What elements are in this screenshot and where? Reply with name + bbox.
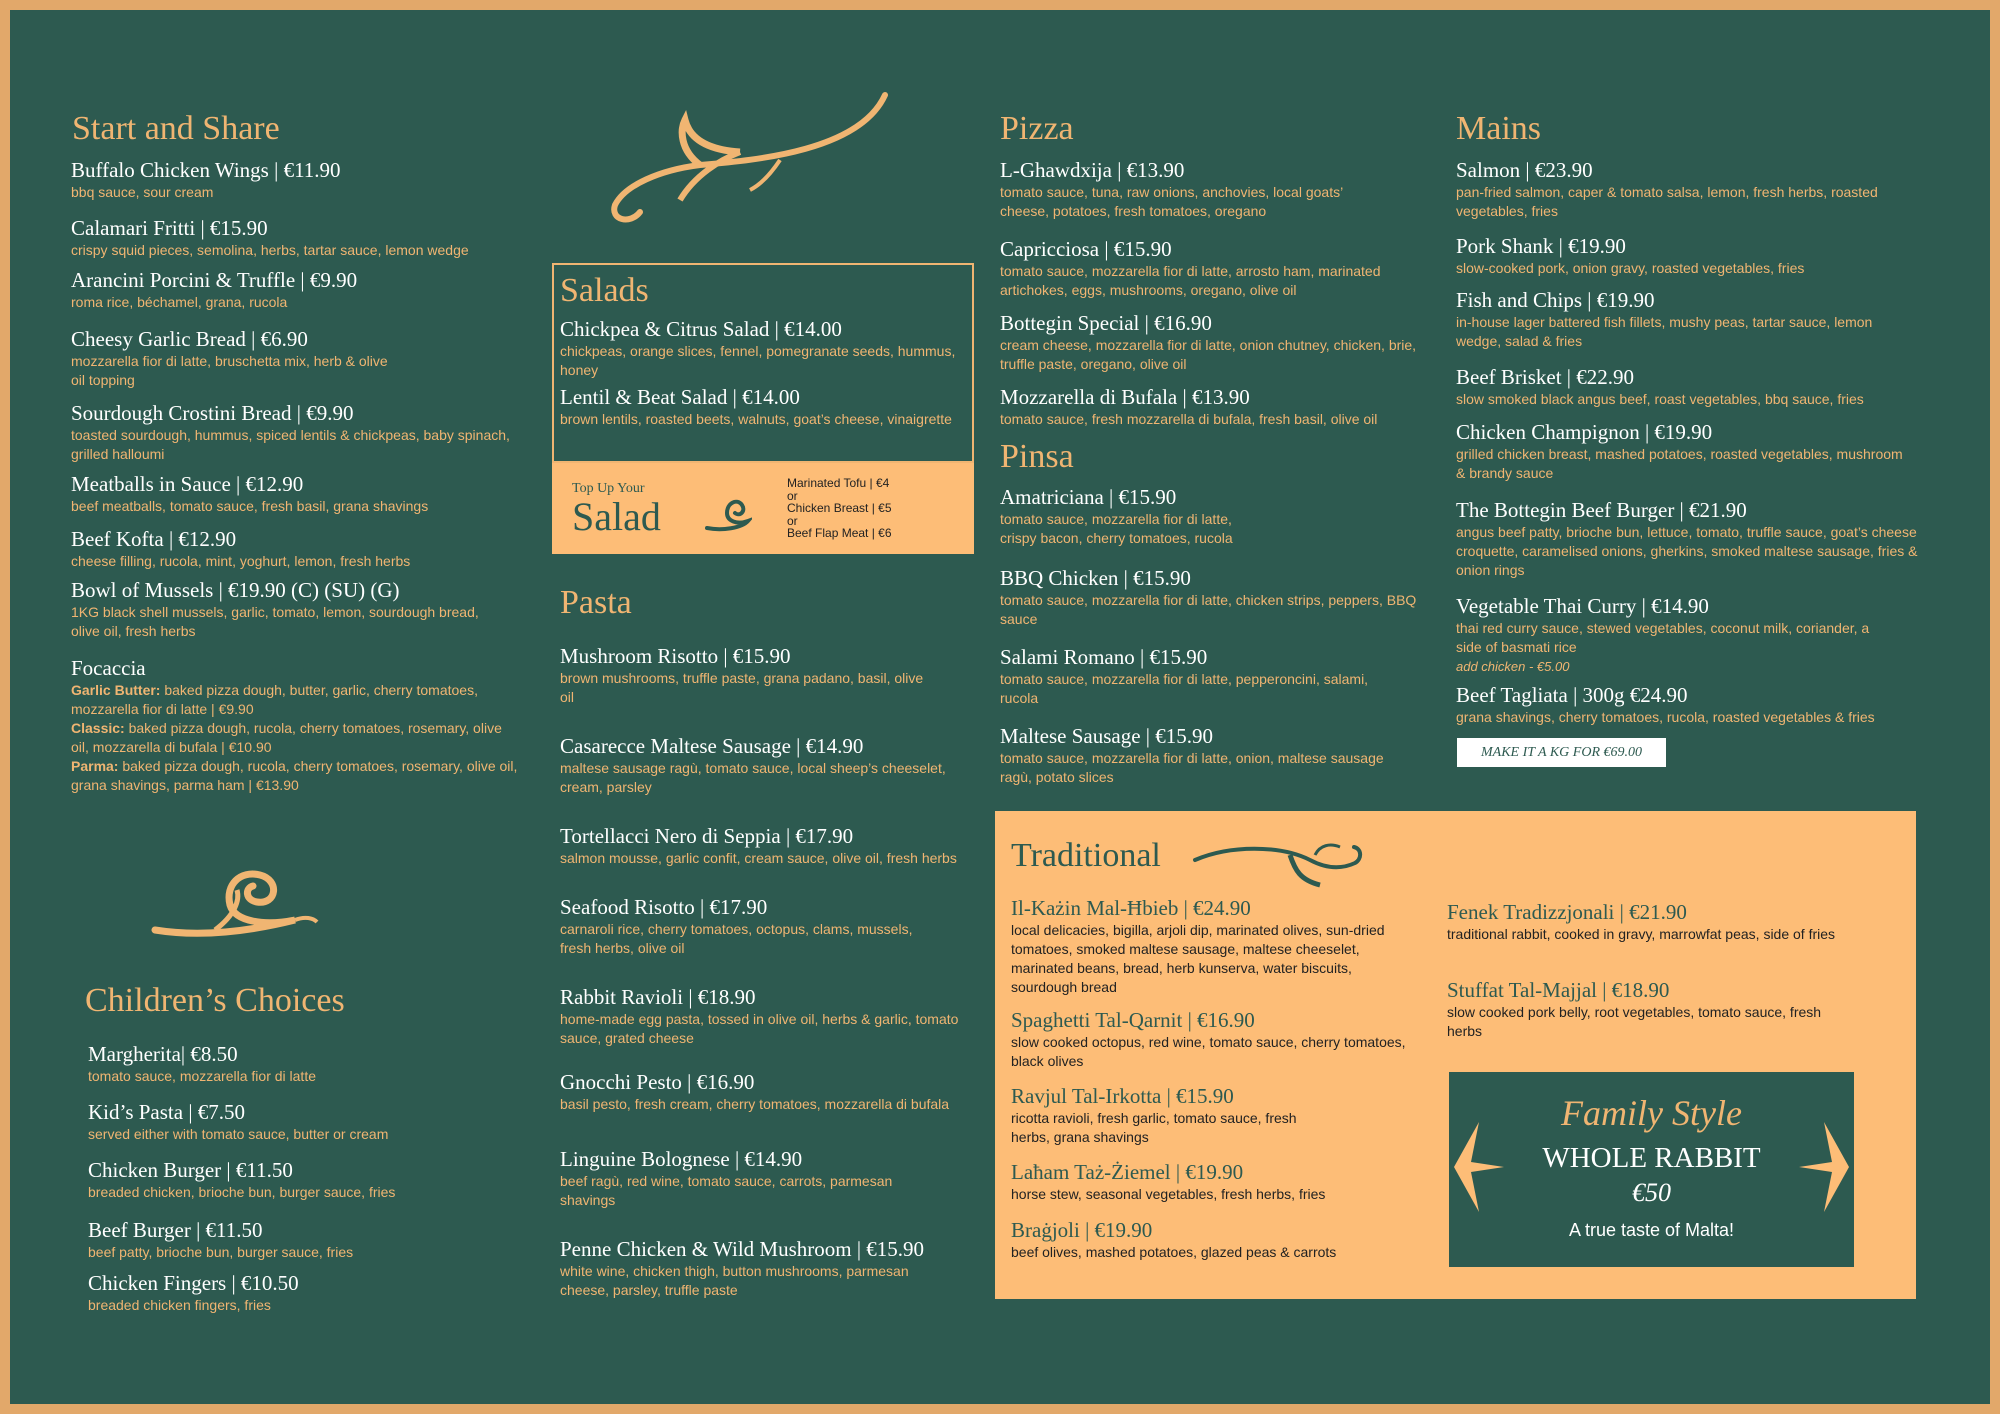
menu-item [560,734,960,797]
section-title-mains: Mains [1456,110,1541,147]
menu-item [1456,365,1956,409]
item-name: The Bottegin Beef Burger | €21.90 [1456,498,1747,522]
flourish-ornament-icon [600,90,900,230]
section-title-children: Children’s Choices [85,982,345,1019]
menu-item [560,824,960,868]
item-desc: tomato sauce, mozzarella fior di latte, chicken strips, peppers, BBQ sauce [1000,592,1417,627]
item-desc: tomato sauce, tuna, raw onions, anchovies, local goats’ cheese, potatoes, fresh tomatoes, oregano [1000,184,1343,219]
menu-page [10,10,1990,1404]
item-name: Amatriciana | €15.90 [1000,485,1177,509]
kg-upgrade-badge [1457,738,1666,767]
menu-item [560,1070,960,1114]
item-name: Sourdough Crostini Bread | €9.90 [71,401,354,425]
item-name: Chicken Fingers | €10.50 [88,1271,299,1295]
item-desc: grilled chicken breast, mashed potatoes, roasted vegetables, mushroom & brandy sauce [1456,446,1903,481]
menu-item [1456,420,1906,483]
item-name: L-Ghawdxija | €13.90 [1000,158,1185,182]
item-name: Beef Kofta | €12.90 [71,527,237,551]
menu-item [1011,896,1411,997]
item-name: Margherita| €8.50 [88,1042,238,1066]
menu-item [1000,566,1450,629]
item-name: Linguine Bolognese | €14.90 [560,1147,803,1171]
menu-item [1000,311,1420,374]
section-title-pasta: Pasta [560,584,632,621]
topup-option: Marinated Tofu | €4 [787,476,890,490]
item-desc: tomato sauce, mozzarella fior di latte, onion, maltese sausage ragù, potato slices [1000,750,1384,785]
family-style-price: €50 [1632,1178,1671,1207]
item-name: Lentil & Beat Salad | €14.00 [560,385,800,409]
menu-item [560,644,940,707]
item-desc: tomato sauce, fresh mozzarella di bufala, fresh basil, olive oil [1000,411,1378,427]
item-desc: chickpeas, orange slices, fennel, pomegranate seeds, hummus, honey [560,343,956,378]
menu-item [71,216,531,260]
item-name: Beef Tagliata | 300g €24.90 [1456,683,1688,707]
section-title-salads: Salads [560,272,649,309]
item-desc: crispy squid pieces, semolina, herbs, tartar sauce, lemon wedge [71,242,469,258]
menu-item [1456,683,1956,727]
item-name: Chicken Champignon | €19.90 [1456,420,1713,444]
item-name: Pork Shank | €19.90 [1456,234,1626,258]
item-name: Beef Burger | €11.50 [88,1218,263,1242]
menu-item [1447,978,1847,1041]
menu-item [1000,385,1450,429]
menu-item [71,578,491,641]
focaccia-item [71,656,521,795]
item-desc: beef patty, brioche bun, burger sauce, fries [88,1244,354,1260]
item-name: Laħam Taż-Żiemel | €19.90 [1011,1160,1244,1184]
menu-item [71,401,511,464]
focaccia-variant [71,719,521,757]
item-name: Spaghetti Tal-Qarnit | €16.90 [1011,1008,1255,1032]
item-desc: breaded chicken, brioche bun, burger sauce, fries [88,1184,396,1200]
item-name: Meatballs in Sauce | €12.90 [71,472,304,496]
menu-item [1456,158,1896,221]
swirl-icon [702,483,752,533]
item-desc: beef ragù, red wine, tomato sauce, carrots, parmesan shavings [560,1173,893,1208]
variant-label: Parma: [71,758,119,774]
item-desc: beef olives, mashed potatoes, glazed peas & carrots [1011,1244,1337,1260]
item-desc: horse stew, seasonal vegetables, fresh herbs, fries [1011,1186,1326,1202]
menu-item [88,1042,508,1086]
item-desc: carnaroli rice, cherry tomatoes, octopus, clams, mussels, fresh herbs, olive oil [560,921,913,956]
item-desc: salmon mousse, garlic confit, cream sauce, olive oil, fresh herbs [560,850,957,866]
item-desc: mozzarella fior di latte, bruschetta mix, herb & olive oil topping [71,353,388,388]
item-name: Rabbit Ravioli | €18.90 [560,985,756,1009]
item-desc: white wine, chicken thigh, button mushrooms, parmesan cheese, parsley, truffle paste [560,1263,909,1298]
item-desc: brown mushrooms, truffle paste, grana padano, basil, olive oil [560,670,924,705]
item-name: Salami Romano | €15.90 [1000,645,1208,669]
salad-topup-panel [552,463,974,554]
family-style-box [1449,1072,1854,1267]
item-name: Mushroom Risotto | €15.90 [560,644,791,668]
variant-label: Garlic Butter: [71,682,161,698]
focaccia-variant [71,681,521,719]
item-desc: tomato sauce, mozzarella fior di latte, arrosto ham, marinated artichokes, eggs, mushrooms, oregano, olive oil [1000,263,1381,298]
item-desc: served either with tomato sauce, butter or cream [88,1126,389,1142]
item-name: BBQ Chicken | €15.90 [1000,566,1191,590]
item-name: Salmon | €23.90 [1456,158,1593,182]
topup-big-label: Salad [572,494,661,539]
item-desc: pan-fried salmon, caper & tomato salsa, lemon, fresh herbs, roasted vegetables, fries [1456,184,1878,219]
menu-item [560,1147,940,1210]
topup-option: Beef Flap Meat | €6 [787,526,892,540]
flourish-icon [1190,835,1370,895]
menu-item [88,1100,508,1144]
item-name: Beef Brisket | €22.90 [1456,365,1635,389]
item-name: Maltese Sausage | €15.90 [1000,724,1213,748]
item-name: Braġjoli | €19.90 [1011,1218,1153,1242]
item-name: Penne Chicken & Wild Mushroom | €15.90 [560,1237,925,1261]
item-name: Fish and Chips | €19.90 [1456,288,1655,312]
item-name: Calamari Fritti | €15.90 [71,216,268,240]
topup-small-label: Top Up Your [572,481,645,496]
item-desc: 1KG black shell mussels, garlic, tomato, lemon, sourdough bread, olive oil, fresh herbs [71,604,479,639]
topup-options [787,477,892,540]
menu-item [1456,234,1936,278]
menu-item [1456,594,1876,676]
variant-desc: baked pizza dough, butter, garlic, cherry tomatoes, mozzarella fior di latte | €9.90 [71,682,478,717]
menu-item [1000,724,1400,787]
item-name: Il-Każin Mal-Ħbieb | €24.90 [1011,896,1251,920]
menu-item [71,327,391,390]
item-desc: traditional rabbit, cooked in gravy, marrowfat peas, side of fries [1447,926,1836,942]
item-desc: local delicacies, bigilla, arjoli dip, marinated olives, sun-dried tomatoes, smoked maltese sausage, maltese cheeselet, marinated beans, bread, herb kunserva, water biscuits, sourdough bread [1011,922,1385,995]
item-desc: basil pesto, fresh cream, cherry tomatoes, mozzarella di bufala [560,1096,950,1112]
item-desc: toasted sourdough, hummus, spiced lentils & chickpeas, baby spinach, grilled halloumi [71,427,510,462]
item-desc: slow smoked black angus beef, roast vegetables, bbq sauce, fries [1456,391,1864,407]
section-title-traditional: Traditional [1011,837,1161,874]
menu-item [1000,158,1380,221]
topup-or: or [787,513,798,528]
menu-item [1447,900,1847,944]
menu-item [88,1271,508,1315]
menu-item [88,1158,508,1202]
item-desc: slow-cooked pork, onion gravy, roasted vegetables, fries [1456,260,1805,276]
item-desc: thai red curry sauce, stewed vegetables, coconut milk, coriander, a side of basmati rice [1456,620,1870,655]
item-desc: bbq sauce, sour cream [71,184,214,200]
menu-item [1011,1160,1411,1204]
item-desc: ricotta ravioli, fresh garlic, tomato sauce, fresh herbs, grana shavings [1011,1110,1297,1145]
item-desc: tomato sauce, mozzarella fior di latte, crispy bacon, cherry tomatoes, rucola [1000,511,1233,546]
item-desc: angus beef patty, brioche bun, lettuce, tomato, truffle sauce, goat’s cheese croquette, caramelised onions, gherkins, smoked maltese sausage, fries & onion rings [1456,524,1918,578]
item-desc: cream cheese, mozzarella fior di latte, onion chutney, chicken, brie, truffle paste, oregano, olive oil [1000,337,1417,372]
menu-item [560,1237,960,1300]
section-title-pizza: Pizza [1000,110,1074,147]
item-desc: maltese sausage ragù, tomato sauce, local sheep’s cheeselet, cream, parsley [560,760,946,795]
menu-item [1011,1084,1311,1147]
item-desc: home-made egg pasta, tossed in olive oil, herbs & garlic, tomato sauce, grated cheese [560,1011,959,1046]
family-style-tagline: A true taste of Malta! [1568,1220,1735,1240]
item-name: Arancini Porcini & Truffle | €9.90 [71,268,358,292]
item-name: Stuffat Tal-Majjal | €18.90 [1447,978,1670,1002]
menu-item [1000,485,1270,548]
item-desc: cheese filling, rucola, mint, yoghurt, lemon, fresh herbs [71,553,411,569]
item-name: Kid’s Pasta | €7.50 [88,1100,246,1124]
variant-desc: baked pizza dough, rucola, cherry tomatoes, rosemary, olive oil, mozzarella di bufala | €10.90 [71,720,502,755]
family-style-subtitle: WHOLE RABBIT [1542,1142,1761,1174]
item-desc: breaded chicken fingers, fries [88,1297,271,1313]
menu-item [71,472,531,516]
item-name: Gnocchi Pesto | €16.90 [560,1070,755,1094]
menu-item [560,317,960,380]
menu-item [1011,1008,1411,1071]
menu-item [1456,498,1926,580]
section-title-start-share: Start and Share [72,110,280,147]
item-desc: in-house lager battered fish fillets, mushy peas, tartar sauce, lemon wedge, salad & fries [1456,314,1873,349]
menu-item [1456,288,1896,351]
item-name: Vegetable Thai Curry | €14.90 [1456,594,1709,618]
item-name: Cheesy Garlic Bread | €6.90 [71,327,308,351]
menu-item [88,1218,508,1262]
menu-item [1000,645,1400,708]
item-desc: tomato sauce, mozzarella fior di latte, pepperoncini, salami, rucola [1000,671,1369,706]
family-style-title: Family Style [1561,1093,1742,1133]
menu-item [71,158,531,202]
focaccia-variant [71,757,521,795]
item-name: Bottegin Special | €16.90 [1000,311,1212,335]
item-desc: beef meatballs, tomato sauce, fresh basil, grana shavings [71,498,429,514]
menu-item [1011,1218,1411,1262]
item-desc: slow cooked pork belly, root vegetables, tomato sauce, fresh herbs [1447,1004,1822,1039]
item-name: Focaccia [71,656,146,680]
item-name: Tortellacci Nero di Seppia | €17.90 [560,824,854,848]
variant-label: Classic: [71,720,125,736]
item-desc: slow cooked octopus, red wine, tomato sauce, cherry tomatoes, black olives [1011,1034,1406,1069]
item-name: Fenek Tradizzjonali | €21.90 [1447,900,1687,924]
item-desc: brown lentils, roasted beets, walnuts, goat’s cheese, vinaigrette [560,411,952,427]
topup-option: Chicken Breast | €5 [787,501,892,515]
item-name: Chickpea & Citrus Salad | €14.00 [560,317,842,341]
swirl-ornament-icon [145,830,325,950]
menu-item [71,527,531,571]
item-desc: roma rice, béchamel, grana, rucola [71,294,288,310]
section-title-pinsa: Pinsa [1000,438,1074,475]
kg-upgrade-text: MAKE IT A KG FOR €69.00 [1480,745,1642,760]
item-name: Chicken Burger | €11.50 [88,1158,293,1182]
item-name: Buffalo Chicken Wings | €11.90 [71,158,341,182]
menu-item [560,385,960,429]
item-desc: grana shavings, cherry tomatoes, rucola, roasted vegetables & fries [1456,709,1875,725]
menu-item [71,268,531,312]
menu-item [1000,237,1440,300]
topup-or: or [787,488,798,503]
item-name: Casarecce Maltese Sausage | €14.90 [560,734,864,758]
variant-desc: baked pizza dough, rucola, cherry tomatoes, rosemary, olive oil, grana shavings, parma ham | €13.90 [71,758,518,793]
item-name: Mozzarella di Bufala | €13.90 [1000,385,1250,409]
item-name: Capricciosa | €15.90 [1000,237,1172,261]
menu-item [560,985,960,1048]
item-name: Bowl of Mussels | €19.90 (C) (SU) (G) [71,578,400,602]
menu-item [560,895,940,958]
item-extra: add chicken - €5.00 [1456,659,1570,674]
item-name: Seafood Risotto | €17.90 [560,895,768,919]
item-name: Ravjul Tal-Irkotta | €15.90 [1011,1084,1234,1108]
item-desc: tomato sauce, mozzarella fior di latte [88,1068,316,1084]
